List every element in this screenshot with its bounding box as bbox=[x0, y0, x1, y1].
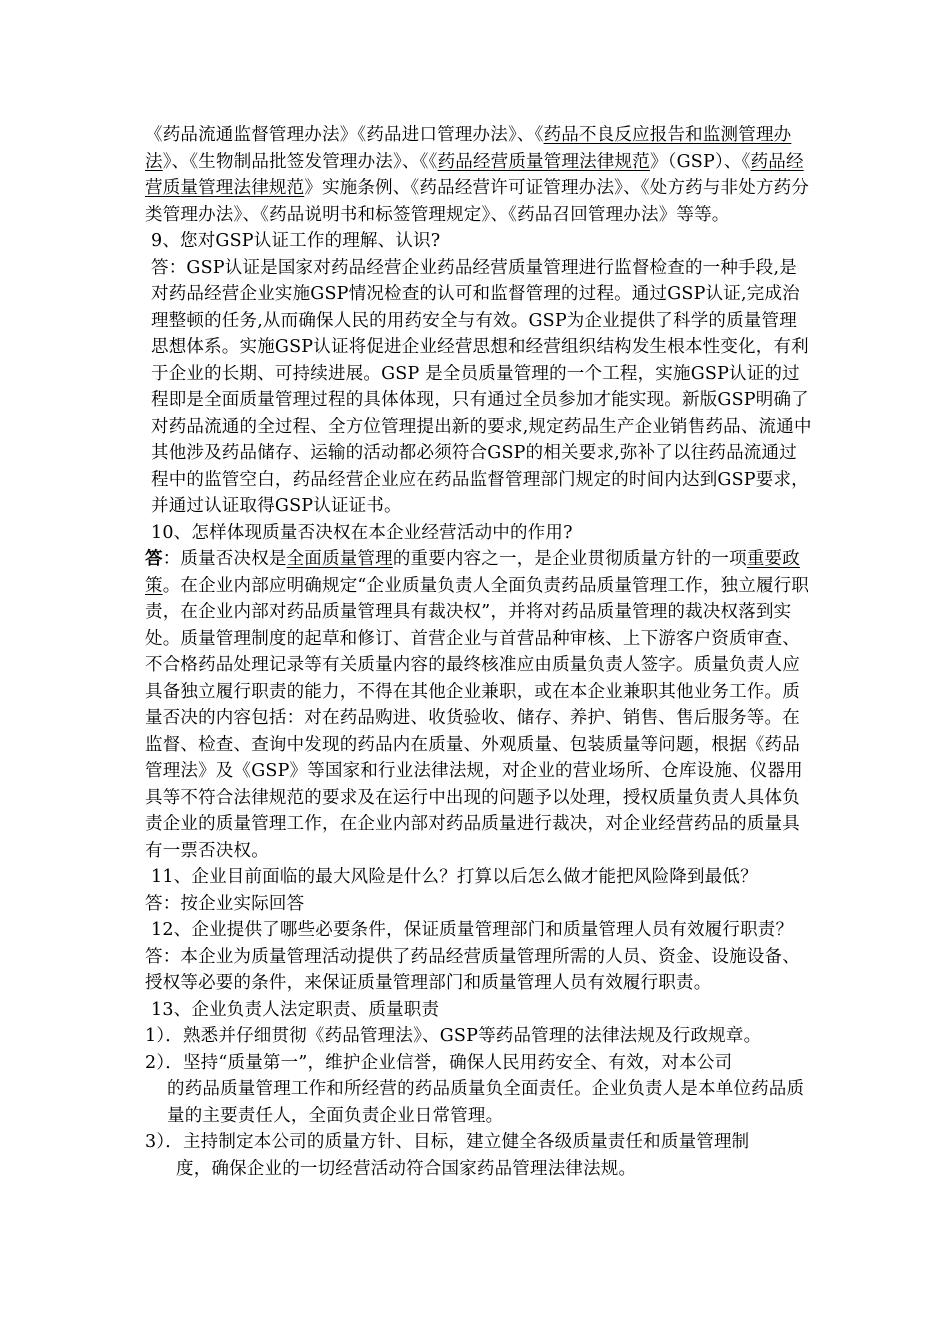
list-text: 熟悉并仔细贯彻《药品管理法》、GSP等药品管理的法律法规及行政规章。 bbox=[182, 1026, 762, 1046]
underlined-term: 全面质量管理 bbox=[286, 549, 393, 569]
text-run: 的重要内容之一，是企业贯彻质量方针的一项 bbox=[392, 549, 747, 569]
text-run: 》、《生物制品批签发管理办法》、《《 bbox=[162, 151, 438, 172]
question-10: 10、怎样体现质量否决权在本企业经营活动中的作用? bbox=[151, 522, 573, 543]
question-13: 13、企业负责人法定职责、质量职责 bbox=[151, 999, 440, 1020]
list-item-3 bbox=[145, 1129, 813, 1156]
list-text: 坚持“质量第一”，维护企业信誉，确保人民用药安全、有效，对本公司 bbox=[182, 1052, 733, 1073]
list-item-1 bbox=[145, 1023, 813, 1050]
list-item-2-continuation: 的药品质量管理工作和所经营的药品质量负全面责任。企业负责人是本单位药品质量的主要责任人，全面负责企业日常管理。 bbox=[167, 1079, 805, 1126]
text-run: 。在企业内部应明确规定“企业质量负责人全面负责药品质量管理工作，独立履行职责，在企业内部对药品质量管理具有裁决权”，并将对药品质量管理的裁决权落到实处。质量管理制度的起草和修订、首营企业与首营品种审核、上下游客户资质审查、不合格药品处理记录等有关质量内容的最终核准应由质量负责人签字。质量负责人应具备独立履行职责的能力，不得在其他企业兼职，或在本企业兼职其他业务工作。质量否决的内容包括：对在药品购进、收货验收、储存、养护、销售、售后服务等。在监督、检查、查询中发现的药品内在质量、外观质量、包装质量等问题，根据《药品管理法》及《GSP》等国家和行业法律法规，对企业的营业场所、仓库设施、仪器用具等不符合法律规范的要求及在运行中出现的问题予以处理，授权质量负责人具体负责企业的质量管理工作，在企业内部对药品质量进行裁决，对企业经营药品的质量具有一票否决权。 bbox=[145, 575, 810, 861]
answer-9: 答：GSP认证是国家对药品经营企业药品经营质量管理进行监督检查的一种手段,是对药品经营企业实施GSP情况检查的认可和监督管理的过程。通过GSP认证,完成治理整顿的任务,从而确保人民的用药安全与有效。GSP为企业提供了科学的质量管理思想体系。实施GSP认证将促进企业经营思想和经营组织结构发生根本性变化，有利于企业的长期、可持续进展。GSP 是全员质量管理的一个工程，实施GSP认证的过程即是全面质量管理过程的具体体现，只有通过全员参加才能实现。新版GSP明确了对药品流通的全过程、全方位管理提出新的要求,规定药品生产企业销售药品、流通中其他涉及药品储存、运输的活动都必须符合GSP的相关要求,弥补了以往药品流通过程中的监管空白，药品经营企业应在药品监督管理部门规定的时间内达到GSP要求，并通过认证取得GSP认证证书。 bbox=[151, 257, 812, 516]
list-item-3-continuation: 度，确保企业的一切经营活动符合国家药品管理法律法规。 bbox=[176, 1158, 637, 1179]
list-number: 2）． bbox=[145, 1052, 183, 1073]
underlined-regulation: 药品经营质量管理法律规范 bbox=[145, 151, 804, 198]
text-run: ：质量否决权是 bbox=[162, 549, 287, 569]
list-number: 3）． bbox=[145, 1132, 183, 1152]
answer-11: 答：按企业实际回答 bbox=[145, 893, 305, 914]
list-number: 1）． bbox=[145, 1026, 183, 1046]
text-run: 《药品流通监督管理办法》《药品进口管理办法》、《 bbox=[145, 125, 544, 145]
text-run: 》实施条例、《药品经营许可证管理办法》、《处方药与非处方药分类管理办法》、《药品说明书和标签管理规定》、《药品召回管理办法》等等。 bbox=[145, 178, 810, 225]
list-text: 主持制定本公司的质量方针、目标，建立健全各级质量责任和质量管理制 bbox=[182, 1132, 750, 1152]
document-body bbox=[145, 122, 813, 1182]
regulations-list-paragraph bbox=[145, 122, 813, 228]
underlined-term: 重要政策 bbox=[145, 549, 800, 596]
text-run: 》（GSP）、《 bbox=[649, 151, 751, 172]
question-9: 9、您对GSP认证工作的理解、认识? bbox=[151, 231, 441, 251]
question-11: 11、企业目前面临的最大风险是什么？打算以后怎么做才能把风险降到最低？ bbox=[151, 867, 758, 887]
answer-label: 答 bbox=[145, 549, 163, 569]
answer-12: 答：本企业为质量管理活动提供了药品经营质量管理所需的人员、资金、设施设备、授权等必要的条件，来保证质量管理部门和质量管理人员有效履行职责。 bbox=[145, 946, 800, 993]
question-12: 12、企业提供了哪些必要条件，保证质量管理部门和质量管理人员有效履行职责？ bbox=[151, 920, 794, 940]
underlined-regulation: 药品经营质量管理法律规范 bbox=[437, 151, 650, 172]
list-item-2 bbox=[145, 1050, 813, 1077]
underlined-regulation: 药品不良反应报告和监测管理办法 bbox=[145, 125, 792, 172]
answer-10 bbox=[145, 546, 813, 864]
